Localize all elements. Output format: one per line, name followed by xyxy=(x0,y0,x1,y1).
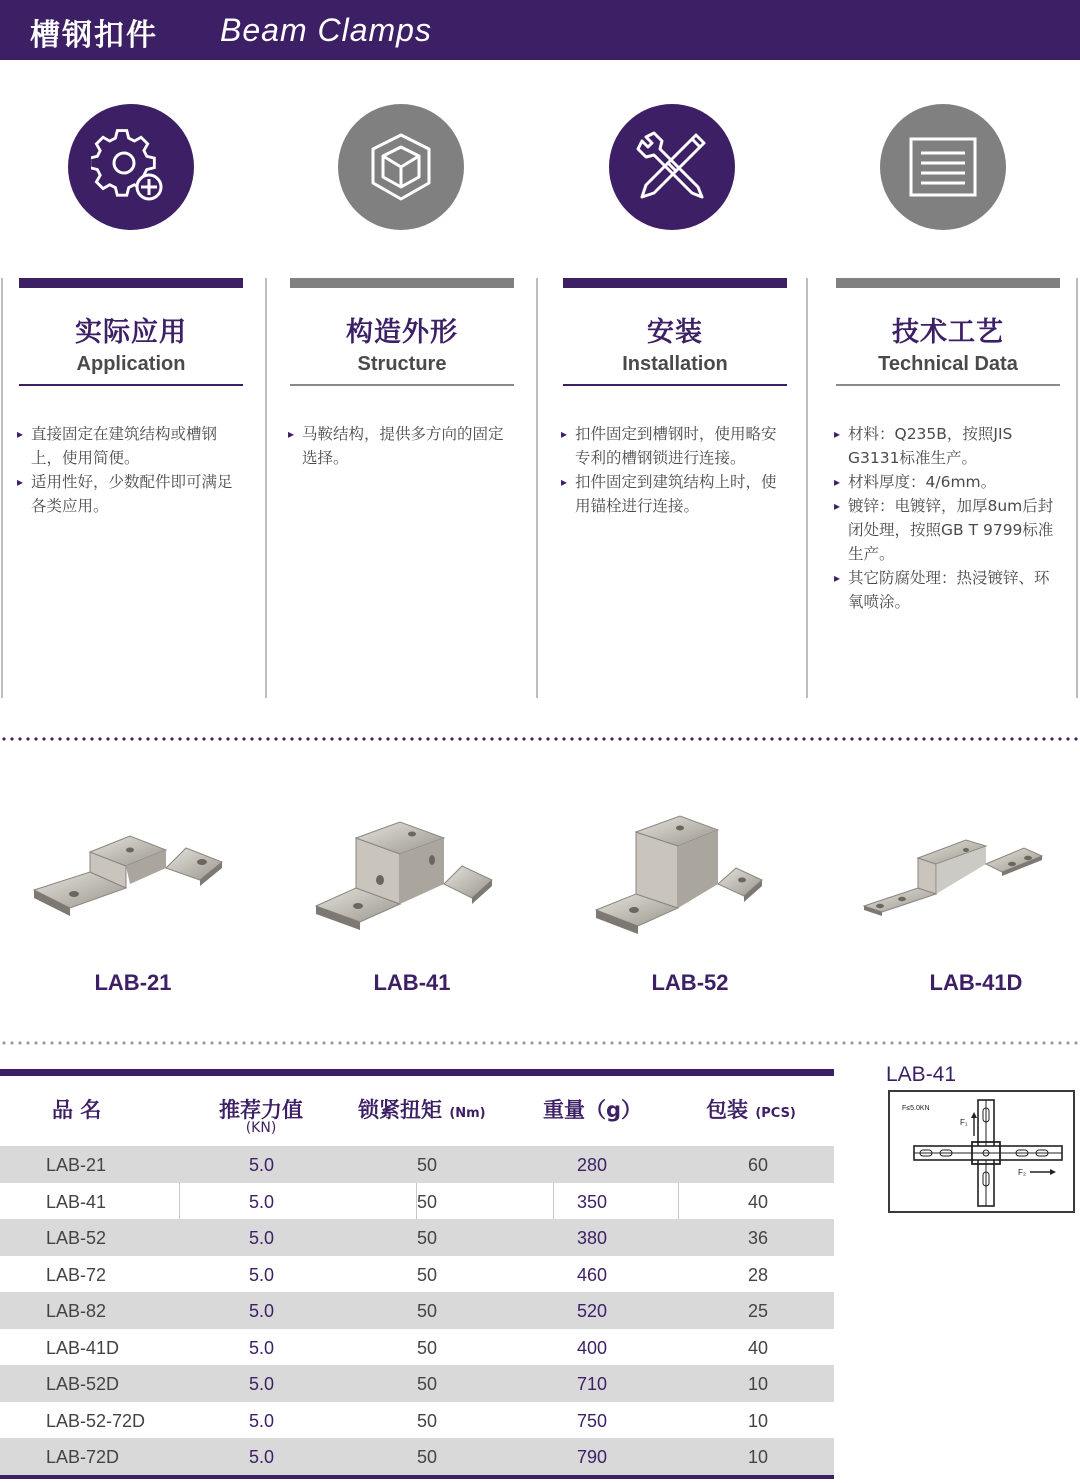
cell-weight: 380 xyxy=(577,1228,608,1248)
cell-weight: 280 xyxy=(577,1155,608,1175)
feature-title-en: Installation xyxy=(622,353,728,375)
feature-list xyxy=(563,422,787,518)
cell-pack: 28 xyxy=(748,1264,769,1285)
structure-circle xyxy=(338,104,464,230)
cell-force: 5.0 xyxy=(249,1374,275,1394)
column-divider xyxy=(265,278,267,698)
header-name: 品 名 xyxy=(52,1098,102,1122)
column-top-bar xyxy=(836,278,1060,288)
dotted-separator xyxy=(0,737,1080,741)
product-image-lab-52 xyxy=(590,808,770,938)
feature-title-cn: 实际应用 xyxy=(75,317,187,348)
cell-pack: 10 xyxy=(748,1410,769,1431)
load-diagram xyxy=(888,1090,1075,1213)
product-label: LAB-21 xyxy=(94,970,172,995)
cell-weight: 400 xyxy=(577,1337,608,1358)
feature-title-en: Structure xyxy=(357,353,447,375)
list-item: ▸ 材料厚度：4/6mm。 xyxy=(836,470,1060,494)
table-row xyxy=(0,1438,834,1475)
column-top-bar xyxy=(563,278,787,288)
cell-weight: 790 xyxy=(577,1447,608,1467)
list-item: ▸ 材料：Q235B，按照JIS G3131标准生产。 xyxy=(836,422,1060,470)
cell-force: 5.0 xyxy=(249,1264,275,1285)
title-underline xyxy=(19,384,243,386)
cell-pack: 10 xyxy=(748,1374,769,1394)
table-row xyxy=(0,1402,834,1439)
table-row xyxy=(0,1365,834,1402)
cell-name: LAB-52 xyxy=(46,1228,107,1248)
cell-torque: 50 xyxy=(417,1228,438,1248)
installation-circle xyxy=(609,104,735,230)
title-underline xyxy=(563,384,787,386)
product-label: LAB-52 xyxy=(651,970,729,995)
cell-pack: 36 xyxy=(748,1228,769,1248)
feature-installation xyxy=(563,278,787,518)
header-force: 推荐力值 (KN) xyxy=(219,1098,303,1136)
page-title-cn: 槽钢扣件 xyxy=(30,18,158,53)
cell-divider xyxy=(179,1183,180,1220)
column-divider xyxy=(536,278,538,698)
feature-technical xyxy=(836,278,1060,614)
force-limit-label: F≤5.0KN xyxy=(902,1105,930,1112)
gear-plus-icon xyxy=(91,127,171,207)
cell-torque: 50 xyxy=(417,1191,438,1212)
cell-pack: 40 xyxy=(748,1191,769,1212)
tools-icon xyxy=(632,127,712,207)
cell-weight: 520 xyxy=(577,1301,608,1321)
dotted-separator xyxy=(0,1041,1080,1045)
header-torque: 锁紧扭矩 (Nm) xyxy=(358,1098,486,1122)
cell-weight: 350 xyxy=(577,1191,608,1212)
cell-force: 5.0 xyxy=(249,1447,275,1467)
product-label: LAB-41 xyxy=(373,970,451,995)
cell-name: LAB-72D xyxy=(46,1447,120,1467)
list-item: ▸ 其它防腐处理：热浸镀锌、环氧喷涂。 xyxy=(836,566,1060,614)
table-row xyxy=(0,1183,834,1220)
f2-label: F₂ xyxy=(1018,1168,1026,1177)
cell-weight: 460 xyxy=(577,1264,608,1285)
cell-force: 5.0 xyxy=(249,1337,275,1358)
channel-cross-diagram xyxy=(890,1092,1073,1211)
cube-icon xyxy=(363,129,439,205)
table-bottom-border xyxy=(0,1475,834,1479)
table-top-border xyxy=(0,1069,834,1076)
cell-pack: 10 xyxy=(748,1447,769,1467)
feature-title-cn: 构造外形 xyxy=(346,317,458,348)
column-top-bar xyxy=(290,278,514,288)
header-weight: 重量（g） xyxy=(543,1098,643,1122)
title-underline xyxy=(836,384,1060,386)
page-header xyxy=(0,0,1080,60)
feature-application xyxy=(19,278,243,518)
header-pack: 包装 (PCS) xyxy=(706,1098,796,1122)
f1-label: F₁ xyxy=(960,1118,968,1127)
cell-name: LAB-52D xyxy=(46,1374,120,1394)
cell-force: 5.0 xyxy=(249,1155,275,1175)
table-row xyxy=(0,1292,834,1329)
list-item: ▸ 扣件固定到槽钢时，使用略安专利的槽钢锁进行连接。 xyxy=(563,422,787,470)
feature-title-cn: 安装 xyxy=(647,317,703,348)
cell-force: 5.0 xyxy=(249,1228,275,1248)
cell-force: 5.0 xyxy=(249,1301,275,1321)
feature-list xyxy=(836,422,1060,614)
product-image-lab-41 xyxy=(312,808,512,938)
cell-torque: 50 xyxy=(417,1337,438,1358)
diagram-title: LAB-41 xyxy=(886,1063,957,1086)
cell-name: LAB-52-72D xyxy=(46,1410,146,1431)
product-label: LAB-41D xyxy=(929,970,1023,995)
product-image-lab-41d xyxy=(862,808,1048,938)
feature-list xyxy=(19,422,243,518)
cell-torque: 50 xyxy=(417,1410,438,1431)
cell-torque: 50 xyxy=(417,1155,438,1175)
list-item: ▸ 镀锌：电镀锌，加厚8um后封闭处理，按照GB T 9799标准生产。 xyxy=(836,494,1060,566)
list-item: ▸ 适用性好，少数配件即可满足各类应用。 xyxy=(19,470,243,518)
cell-torque: 50 xyxy=(417,1447,438,1467)
feature-title-en: Technical Data xyxy=(878,353,1018,375)
cell-pack: 40 xyxy=(748,1337,769,1358)
feature-structure xyxy=(290,278,514,470)
spec-table xyxy=(0,1069,834,1479)
column-divider xyxy=(1076,278,1078,698)
product-image-lab-21 xyxy=(30,808,230,938)
column-divider xyxy=(1,278,3,698)
list-item: ▸ 马鞍结构，提供多方向的固定选择。 xyxy=(290,422,514,470)
cell-name: LAB-21 xyxy=(46,1155,107,1175)
cell-name: LAB-41 xyxy=(46,1191,107,1212)
cell-name: LAB-72 xyxy=(46,1264,107,1285)
cell-pack: 25 xyxy=(748,1301,769,1321)
cell-force: 5.0 xyxy=(249,1191,275,1212)
technical-circle xyxy=(880,104,1006,230)
cell-divider xyxy=(678,1183,679,1220)
cell-pack: 60 xyxy=(748,1155,769,1175)
cell-torque: 50 xyxy=(417,1374,438,1394)
feature-title-en: Application xyxy=(76,353,186,375)
feature-list xyxy=(290,422,514,470)
list-item: ▸ 直接固定在建筑结构或槽钢上，使用简便。 xyxy=(19,422,243,470)
page-title-en: Beam Clamps xyxy=(220,12,432,48)
feature-title-cn: 技术工艺 xyxy=(892,317,1004,348)
column-top-bar xyxy=(19,278,243,288)
cell-torque: 50 xyxy=(417,1301,438,1321)
cell-name: LAB-41D xyxy=(46,1337,120,1358)
cell-torque: 50 xyxy=(417,1264,438,1285)
column-divider xyxy=(806,278,808,698)
title-underline xyxy=(290,384,514,386)
table-row xyxy=(0,1219,834,1256)
cell-force: 5.0 xyxy=(249,1410,275,1431)
list-item: ▸ 扣件固定到建筑结构上时，使用锚栓进行连接。 xyxy=(563,470,787,518)
document-lines-icon xyxy=(907,135,979,199)
cell-name: LAB-82 xyxy=(46,1301,107,1321)
cell-weight: 750 xyxy=(577,1410,608,1431)
cell-divider xyxy=(553,1183,554,1220)
table-row xyxy=(0,1146,834,1183)
table-header xyxy=(0,1076,834,1146)
application-circle xyxy=(68,104,194,230)
table-row xyxy=(0,1329,834,1366)
table-row xyxy=(0,1256,834,1293)
cell-weight: 710 xyxy=(577,1374,608,1394)
